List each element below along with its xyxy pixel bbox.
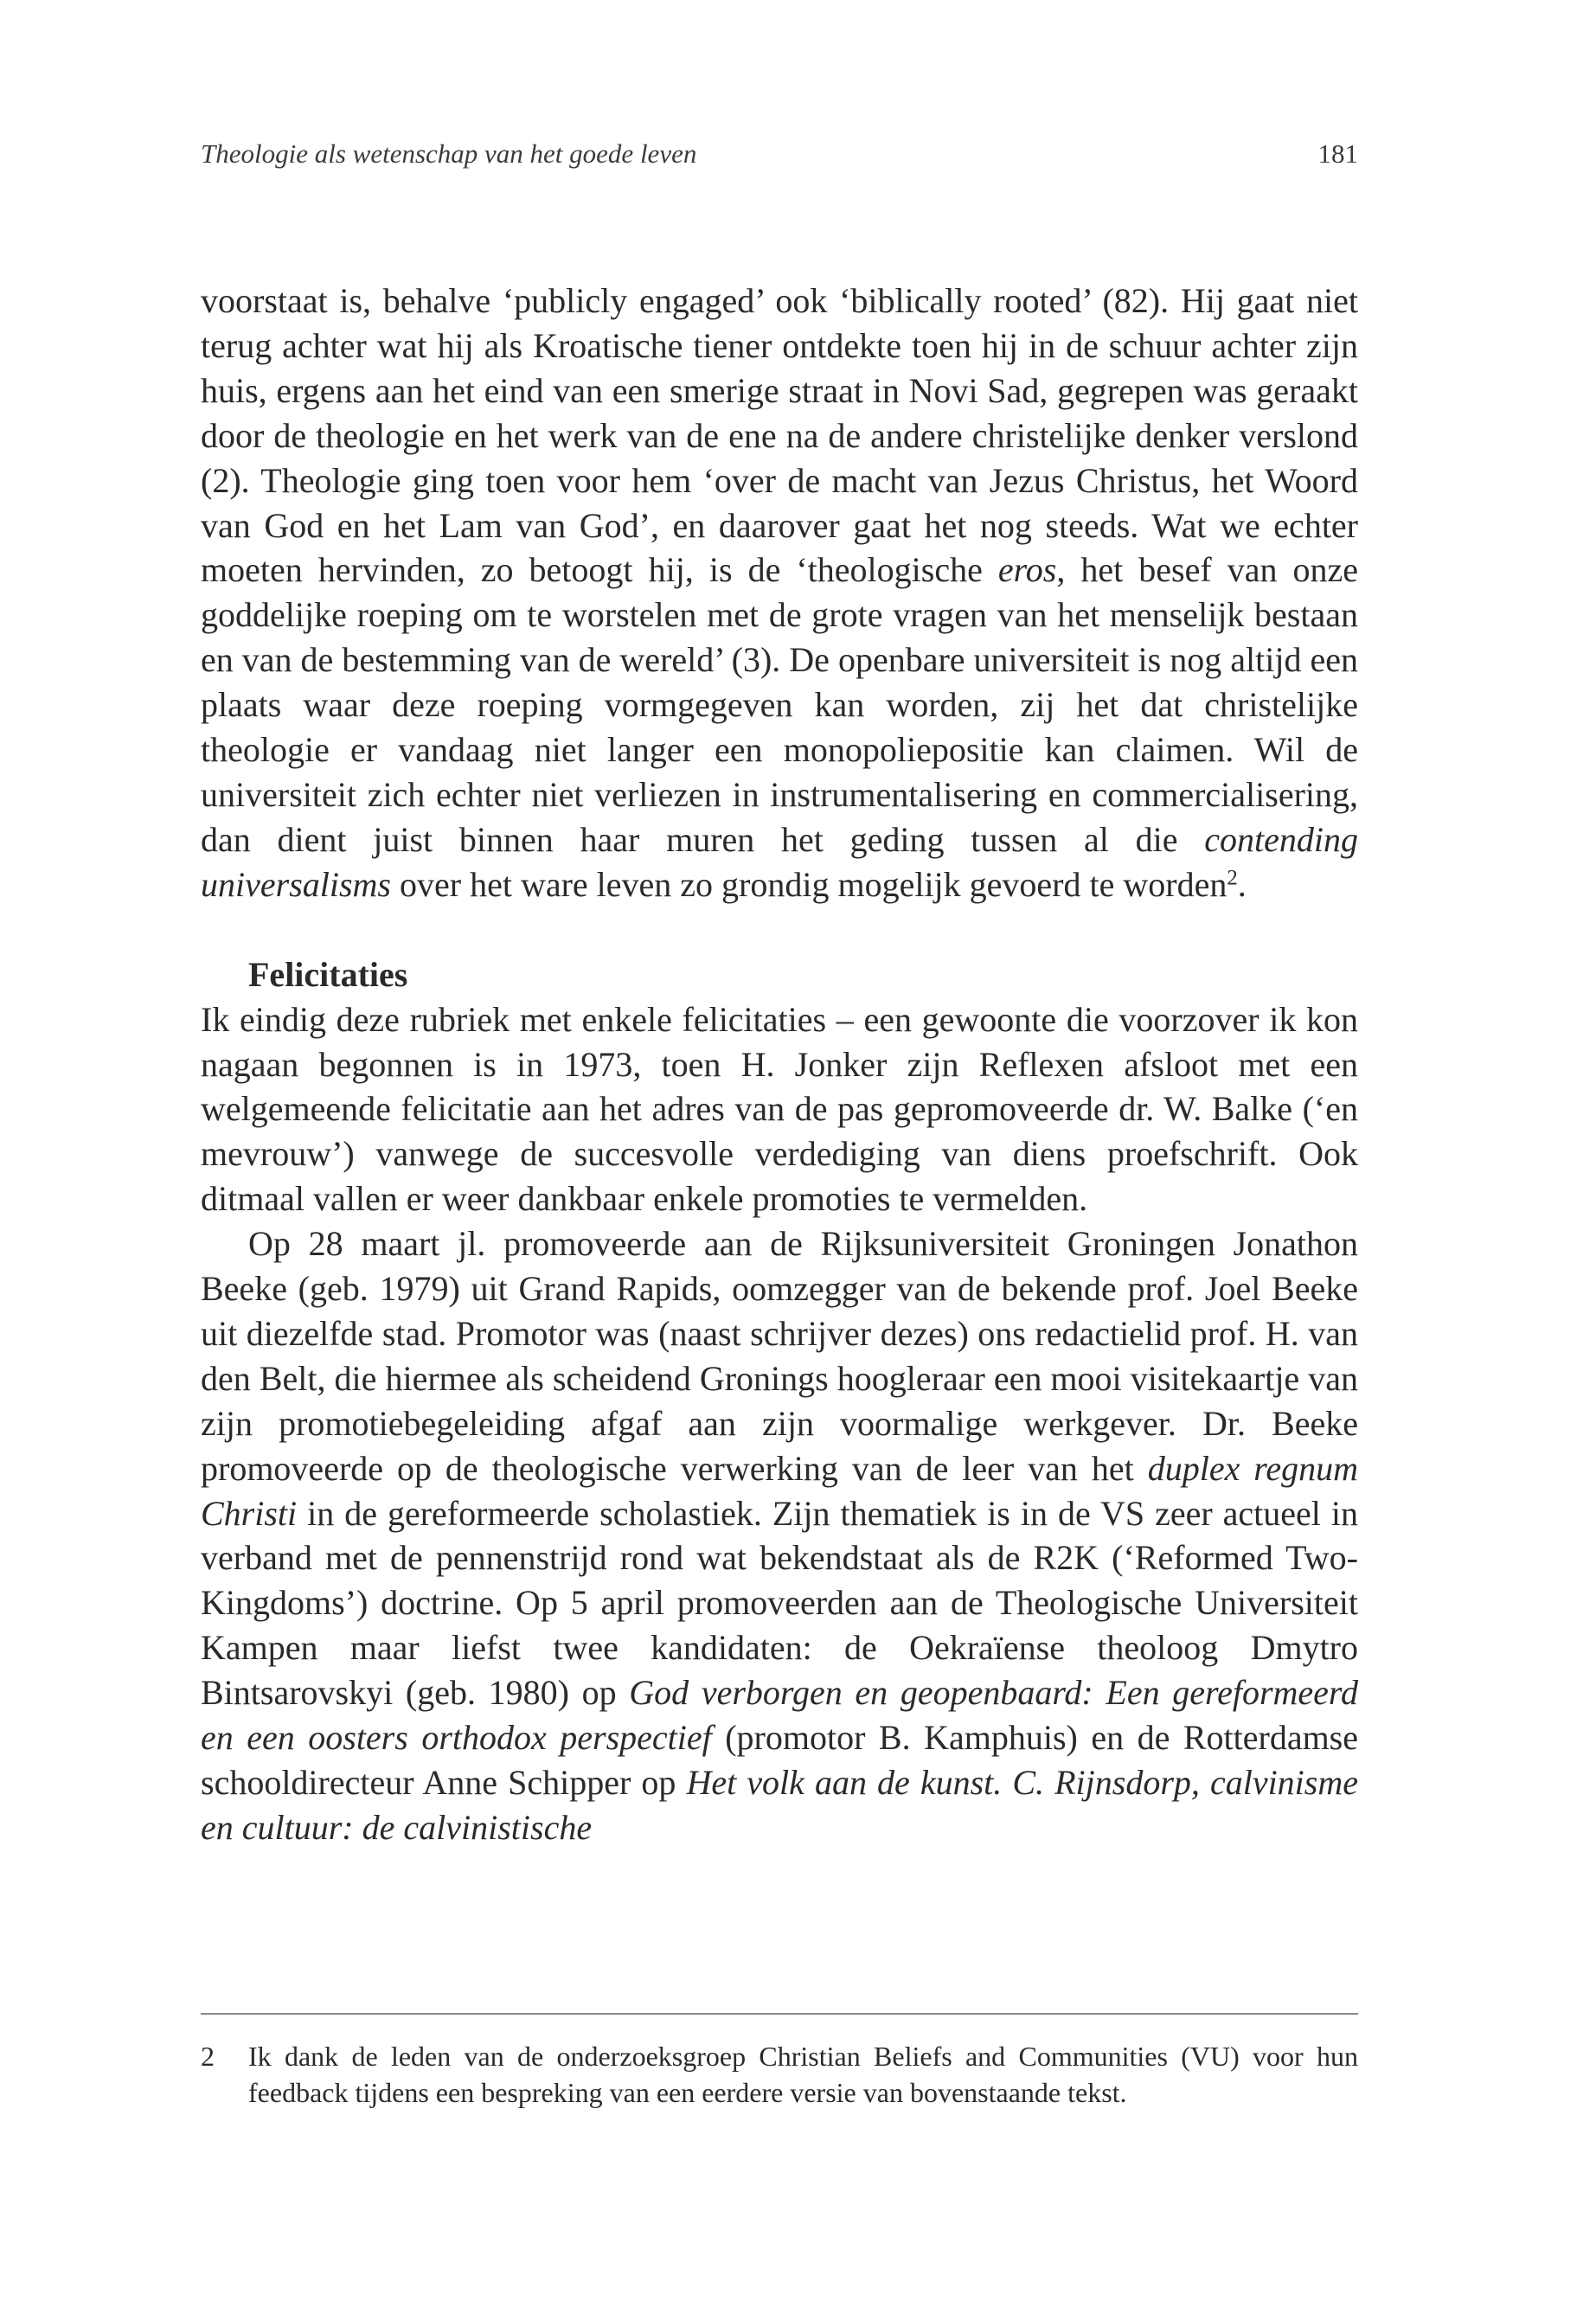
footnote-text: Ik dank de leden van de onderzoeksgroep Christian Beliefs and Communities (VU) voor hun feedback tijdens een bespreking van een eerdere versie van bovenstaande tekst. [248, 2041, 1358, 2108]
italic-term: eros [997, 550, 1057, 590]
text-run: in de gereformeerde scholastiek. Zijn thematiek is in de VS zeer actueel in verband met de pennenstrijd rond wat bekendstaat als de R2K (‘Reformed Two-Kingdoms’) doctrine. Op 5 april promoveerden aan de Theologische Universiteit Kampen maar liefst twee kandidaten: de Oekraïense theoloog Dmytro Bintsarovskyi (geb. 1980) op [201, 1493, 1358, 1713]
text-run: , het besef van onze goddelijke roeping om te worstelen met de grote vragen van het menselijk bestaan en van de bestemming van de wereld’ (3). De openbare universiteit is nog altijd een plaats waar deze roeping vormgegeven kan worden, zij het dat christelijke theologie er vandaag niet langer een monopoliepositie kan claimen. Wil de universiteit zich echter niet verliezen in instrumentalisering en commercialisering, dan dient juist binnen haar muren het geding tussen al die [201, 550, 1359, 859]
text-run: (promotor B. Kamphuis) en de Rotterdamse schooldirecteur Anne Schipper op [201, 1718, 1359, 1802]
section-spacer [201, 907, 1358, 952]
footnote-divider [201, 2013, 1358, 2015]
footnote-number: 2 [201, 2041, 215, 2072]
section-heading: Felicitaties [248, 954, 408, 994]
paragraph-felicitaties-intro: Ik eindig deze rubriek met enkele felicitaties – een gewoonte die voorzover ik kon nagaan begonnen is in 1973, toen H. Jonker zijn Reflexen afsloot met een welgemeende felicitatie aan het adres van de pas gepromoveerde dr. W. Balke (‘en mevrouw’) vanwege de succesvolle verdediging van diens proefschrift. Ook ditmaal vallen er weer dankbaar enkele promoties te vermelden. [201, 999, 1358, 1219]
text-run: . [1237, 864, 1247, 904]
italic-term: contending universalisms [201, 819, 1358, 904]
page-number: 181 [1317, 138, 1358, 169]
footnote-reference: 2 [1227, 866, 1238, 890]
text-run: over het ware leven zo grondig mogelijk gevoerd te worden [391, 864, 1227, 904]
paragraph-continued [201, 279, 1358, 907]
running-head [201, 138, 1358, 182]
running-title: Theologie als wetenschap van het goede leven [201, 138, 697, 169]
paragraph-promotions [201, 1221, 1358, 1850]
body-text [201, 279, 1358, 1850]
italic-book-title: Het volk aan de kunst. C. Rijnsdorp, calvinisme en cultuur: de calvinistische [201, 1763, 1359, 1847]
italic-term: duplex regnum Christi [201, 1448, 1359, 1533]
text-run: Op 28 maart jl. promoveerde aan de Rijksuniversiteit Groningen Jonathon Beeke (geb. 1979) uit Grand Rapids, oomzegger van de bekende prof. Joel Beeke uit diezelfde stad. Promotor was (naast schrijver dezes) ons redactielid prof. H. van den Belt, die hiermee als scheidend Gronings hoogleraar een mooi visitekaartje van zijn promotiebegeleiding afgaf aan zijn voormalige werkgever. Dr. Beeke promoveerde op de theologische verwerking van de leer van het [201, 1224, 1358, 1488]
text-run: voorstaat is, behalve ‘publicly engaged’ ook ‘biblically rooted’ (82). Hij gaat niet terug achter wat hij als Kroatische tiener ontdekte toen hij in de schuur achter zijn huis, ergens aan het eind van een smerige straat in Novi Sad, gegrepen was geraakt door de theologie en het werk van de ene na de andere christelijke denker verslond (2). Theologie ging toen voor hem ‘over de macht van Jezus Christus, het Woord van God en het Lam van God’, en daarover gaat het nog steeds. Wat we echter moeten hervinden, zo betoogt hij, is de ‘theologische [201, 281, 1358, 590]
italic-book-title: God verborgen en geopenbaard: Een gereformeerd en een oosters orthodox perspectief [201, 1673, 1358, 1758]
